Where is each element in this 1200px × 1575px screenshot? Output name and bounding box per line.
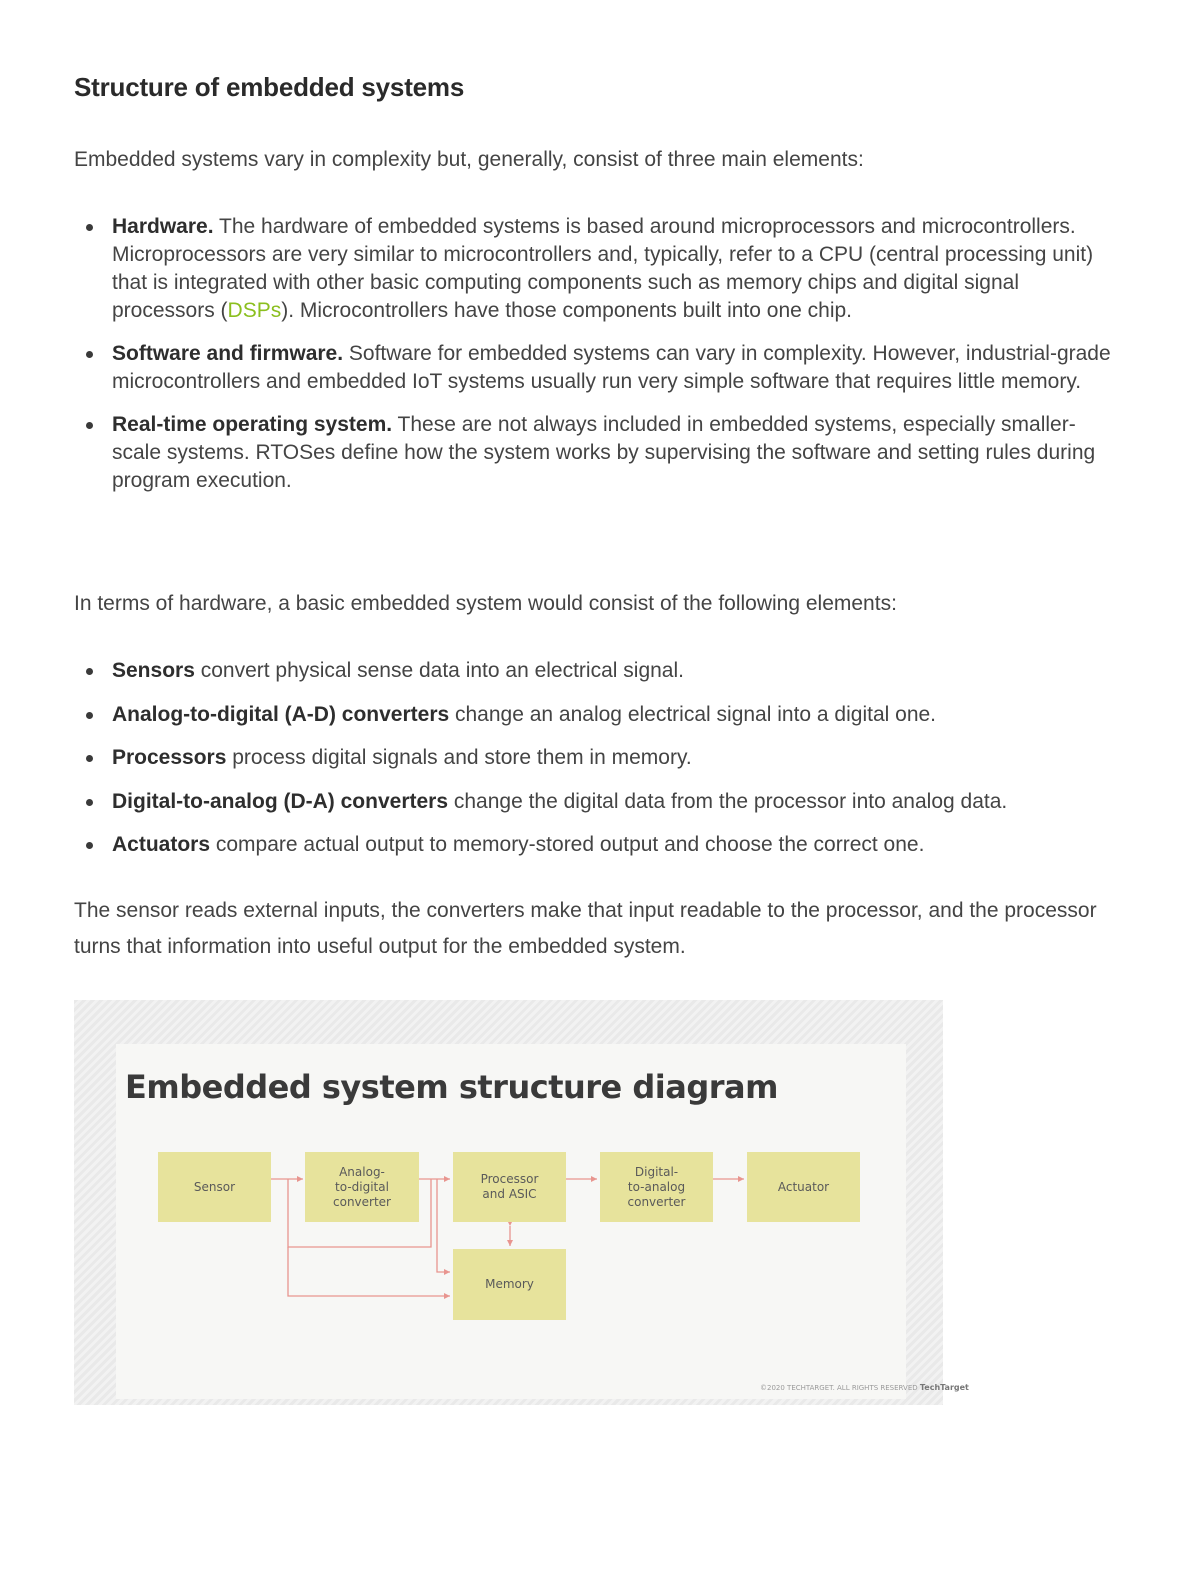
list-item xyxy=(74,340,1114,396)
adc-label-line1: Analog- xyxy=(339,1164,385,1179)
hardware-elements-list xyxy=(74,657,1114,875)
adc-label-line3: converter xyxy=(333,1194,391,1209)
list-item-text: change the digital data from the processor into analog data. xyxy=(448,789,1008,813)
dac-box xyxy=(600,1152,713,1222)
list-item-text: compare actual output to memory-stored output and choose the correct one. xyxy=(210,833,925,856)
list-item-term: Software and firmware. xyxy=(112,342,344,365)
list-item-text: process digital signals and store them in memory. xyxy=(226,746,692,769)
sensor-label: Sensor xyxy=(193,1179,236,1194)
sensor-box xyxy=(158,1152,271,1222)
hardware-intro-paragraph: In terms of hardware, a basic embedded system would consist of the following elements: xyxy=(74,592,897,615)
list-item-text: change an analog electrical signal into a digital one. xyxy=(449,702,937,726)
list-item xyxy=(74,788,1114,816)
actuator-label: Actuator xyxy=(777,1179,830,1194)
list-item-term: Processors xyxy=(112,746,227,769)
list-item-term: Hardware. xyxy=(112,215,214,238)
memory-box xyxy=(453,1249,566,1320)
intro-paragraph: Embedded systems vary in complexity but, generally, consist of three main elements: xyxy=(74,148,864,171)
list-item xyxy=(74,657,1114,685)
diagram-title: Embedded system structure diagram xyxy=(125,1068,778,1106)
list-item-term: Analog-to-digital (A-D) converters xyxy=(112,702,450,726)
techtarget-logo: TechTarget xyxy=(919,1383,969,1392)
section-heading: Structure of embedded systems xyxy=(74,72,465,102)
credit-text: ©2020 TECHTARGET. ALL RIGHTS RESERVED xyxy=(760,1384,918,1392)
actuator-box xyxy=(747,1152,860,1222)
list-item-text: convert physical sense data into an electrical signal. xyxy=(194,659,684,682)
list-item xyxy=(74,701,1114,729)
list-item-term: Sensors xyxy=(112,659,195,682)
dac-label-line3: converter xyxy=(627,1194,686,1209)
list-item xyxy=(74,411,1114,495)
summary-paragraph: The sensor reads external inputs, the converters make that input readable to the processor, and the processor turns that information into useful output for the embedded system. xyxy=(74,899,1097,958)
list-item-term: Real-time operating system. xyxy=(112,413,393,436)
dac-label-line1: Digital- xyxy=(634,1164,679,1179)
processor-label-line2: and ASIC xyxy=(482,1187,537,1201)
diagram-credit xyxy=(760,1383,969,1392)
list-item xyxy=(74,213,1114,325)
list-item-text: ). Microcontrollers have those components built into one chip. xyxy=(281,299,853,322)
list-item-text: These are not always included in embedded systems, especially smaller-scale systems. RTOSes define how the system works by supervising the software and setting rules during program execution. xyxy=(112,413,1096,492)
adc-box xyxy=(305,1152,419,1222)
dac-label-line2: to-analog xyxy=(627,1179,686,1194)
list-item-term: Actuators xyxy=(112,833,211,856)
adc-label-line2: to-digital xyxy=(335,1179,389,1194)
main-elements-list xyxy=(74,213,1114,510)
processor-label-line1: Processor xyxy=(480,1172,539,1186)
list-item xyxy=(74,744,1114,772)
memory-label: Memory xyxy=(485,1277,534,1291)
list-item-text: The hardware of embedded systems is based around microprocessors and microcontrollers. Microprocessors are very similar to microcontrollers and, typically, refer to a CPU (central processing unit) that is integrated with other basic computing components such as memory chips and digital signal processors ( xyxy=(112,215,1094,322)
list-item-term: Digital-to-analog (D-A) converters xyxy=(112,789,449,813)
list-item xyxy=(74,831,1114,859)
list-item-text: Software for embedded systems can vary in complexity. However, industrial-grade microcontrollers and embedded IoT systems usually run very simple software that requires little memory. xyxy=(112,342,1111,393)
processor-box xyxy=(453,1152,566,1222)
dsps-link[interactable]: DSPs xyxy=(227,299,282,322)
